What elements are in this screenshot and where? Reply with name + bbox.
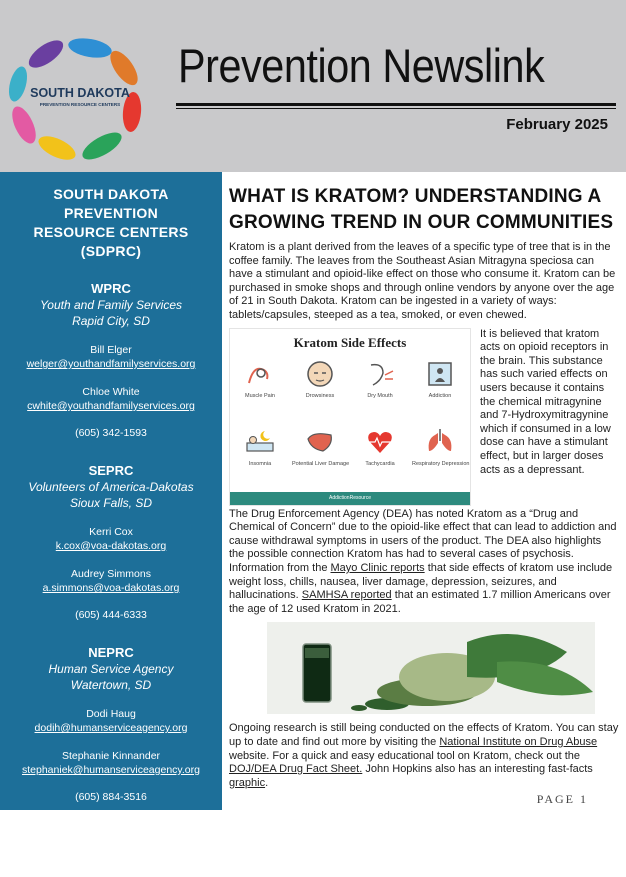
effect-label: Insomnia [248, 460, 272, 467]
contact-name: Chloe White [82, 386, 140, 398]
region-org: Volunteers of America-Dakotas [28, 480, 194, 494]
effect-label: Addiction [428, 392, 452, 399]
article-paragraph-3 [229, 508, 619, 617]
muscle-pain-icon [232, 357, 288, 399]
contact [0, 749, 222, 777]
dry-mouth-icon [352, 357, 408, 399]
paragraph-text: Ongoing research is still being conducted on the effects of Kratom. You can stay up to date and find out more by visiting the [229, 722, 619, 748]
effect-label: Muscle Pain [245, 392, 275, 399]
region-city: Sioux Falls, SD [69, 496, 153, 510]
logo-line1: SOUTH DAKOTA [30, 86, 130, 100]
contact-email-link[interactable]: k.cox@voa-dakotas.org [55, 540, 167, 552]
contact-name: Audrey Simmons [71, 568, 151, 580]
effect-label: Tachycardia [365, 460, 395, 467]
region-org: Youth and Family Services [39, 298, 183, 312]
effect-label: Potential Liver Damage [292, 460, 350, 467]
region-neprc [0, 645, 222, 803]
mayo-clinic-link[interactable]: Mayo Clinic reports [330, 561, 425, 574]
insomnia-icon [232, 425, 288, 467]
contact-email-link[interactable]: dodih@humanserviceagency.org [34, 722, 188, 734]
page-number: PAGE 1 [536, 792, 588, 806]
contact-name: Dodi Haug [86, 708, 136, 720]
article [229, 184, 619, 790]
infographic-row [229, 328, 619, 506]
side-effects-infographic [229, 328, 471, 506]
johns-hopkins-graphic-link[interactable]: graphic [229, 776, 266, 789]
header-banner [0, 0, 626, 172]
region-seprc [0, 463, 222, 621]
contact [0, 567, 222, 595]
contact-name: Kerri Cox [89, 526, 133, 538]
region-phone: (605) 444-6333 [75, 609, 147, 621]
contact [0, 707, 222, 735]
contact [0, 343, 222, 371]
region-finder-note [0, 829, 222, 877]
contact-name: Bill Elger [90, 344, 132, 356]
paragraph-text: The Drug Enforcement Agency (DEA) has noted Kratom as a “Drug and Chemical of Concern” due to the opioid-like effect that can lead to addiction and cause withdrawal symptoms in users of the product. The DEA also highlights the possible connection Kratom has had to several cases of psychosis. Information from the [229, 507, 617, 574]
article-paragraph-2: It is believed that kratom acts on opioid receptors in the brain. This substance has such varied effects on users because it contains the chemical mitragynine and 7-Hydroxymitragynine which if consumed in a low dose can have a stimulant effect, but in larger doses acts as a depressant. [480, 327, 611, 476]
region-code: NEPRC [88, 645, 134, 660]
contact-email-link[interactable]: welger@youthandfamilyservices.org [26, 358, 196, 370]
sidebar-title: SOUTH DAKOTA PREVENTION RESOURCE CENTERS (SDPRC) [33, 186, 189, 259]
paragraph-text: . [265, 776, 269, 789]
title-rule-thin [176, 108, 616, 109]
contact-email-link[interactable]: cwhite@youthandfamilyservices.org [27, 400, 195, 412]
issue-date: February 2025 [506, 116, 608, 133]
infographic-brand: AddictionResource [230, 492, 470, 505]
article-headline: WHAT IS KRATOM? UNDERSTANDING A GROWING TREND IN OUR COMMUNITIES [229, 186, 614, 233]
article-paragraph-4 [229, 722, 619, 790]
contact [0, 385, 222, 413]
sdprc-logo [2, 30, 157, 170]
region-wprc [0, 281, 222, 439]
region-code: SEPRC [88, 463, 134, 478]
region-finder-link[interactable]: HERE [57, 830, 92, 844]
region-code: WPRC [91, 281, 131, 296]
effect-label: Drowsiness [305, 392, 335, 399]
liver-icon [292, 425, 348, 467]
paragraph-text: that an estimated 1.7 million Americans over the age of 12 used Kratom in 2021. [229, 589, 611, 615]
logo-line2: PREVENTION RESOURCE CENTERS [39, 102, 121, 107]
contact-name: Stephanie Kinnander [61, 750, 161, 762]
article-paragraph-1: Kratom is a plant derived from the leaves of a specific type of tree that is in the coffee family. The leaves from the Southeast Asian Mitragyna speciosa can have a stimulant and opioid-like effect on those who consume it. Kratom can be purchased in smoke shops and through online vendors by anyone over the age of 21 in South Dakota. Kratom can be ingested in a variety of ways: tablets/capsules, steeped as a tea, smoked, or even chewed. [229, 241, 616, 321]
dea-fact-sheet-link[interactable]: DOJ/DEA Drug Fact Sheet. [229, 763, 363, 776]
paragraph-text: website. For a quick and easy educational tool on Kratom, check out the [229, 749, 580, 762]
contact-email-link[interactable]: a.simmons@voa-dakotas.org [42, 582, 180, 594]
contact-email-link[interactable]: stephaniek@humanserviceagency.org [22, 764, 200, 776]
paragraph-text: that side effects of kratom use include weight loss, chills, nausea, liver damage, depression, seizures, and hallucinations. [229, 561, 613, 602]
region-phone: (605) 884-3516 [75, 791, 147, 803]
samhsa-link[interactable]: SAMHSA reported [301, 589, 392, 602]
drowsiness-icon [292, 357, 348, 399]
region-city: Rapid City, SD [72, 314, 150, 328]
nida-link[interactable]: National Institute on Drug Abuse [439, 735, 598, 748]
addiction-icon [412, 357, 468, 399]
click-word: Click [25, 830, 55, 844]
sidebar [0, 172, 222, 876]
effect-label: Dry Mouth [367, 392, 393, 399]
infographic-title: Kratom Side Effects [293, 334, 407, 350]
region-phone: (605) 342-1593 [75, 427, 147, 439]
heart-icon [352, 425, 408, 467]
contact [0, 525, 222, 553]
kratom-photo [267, 622, 595, 714]
effect-label: Respiratory Depression [412, 460, 470, 467]
lungs-icon [412, 425, 468, 467]
title-rule [176, 103, 616, 106]
paragraph-text: John Hopkins also has an interesting fast-facts [362, 763, 593, 776]
region-city: Watertown, SD [70, 678, 152, 692]
region-org: Human Service Agency [48, 662, 174, 676]
newsletter-title: Prevention Newslink [178, 39, 545, 92]
region-finder-text: to determine your region's Prevention Resource Center [26, 830, 197, 876]
